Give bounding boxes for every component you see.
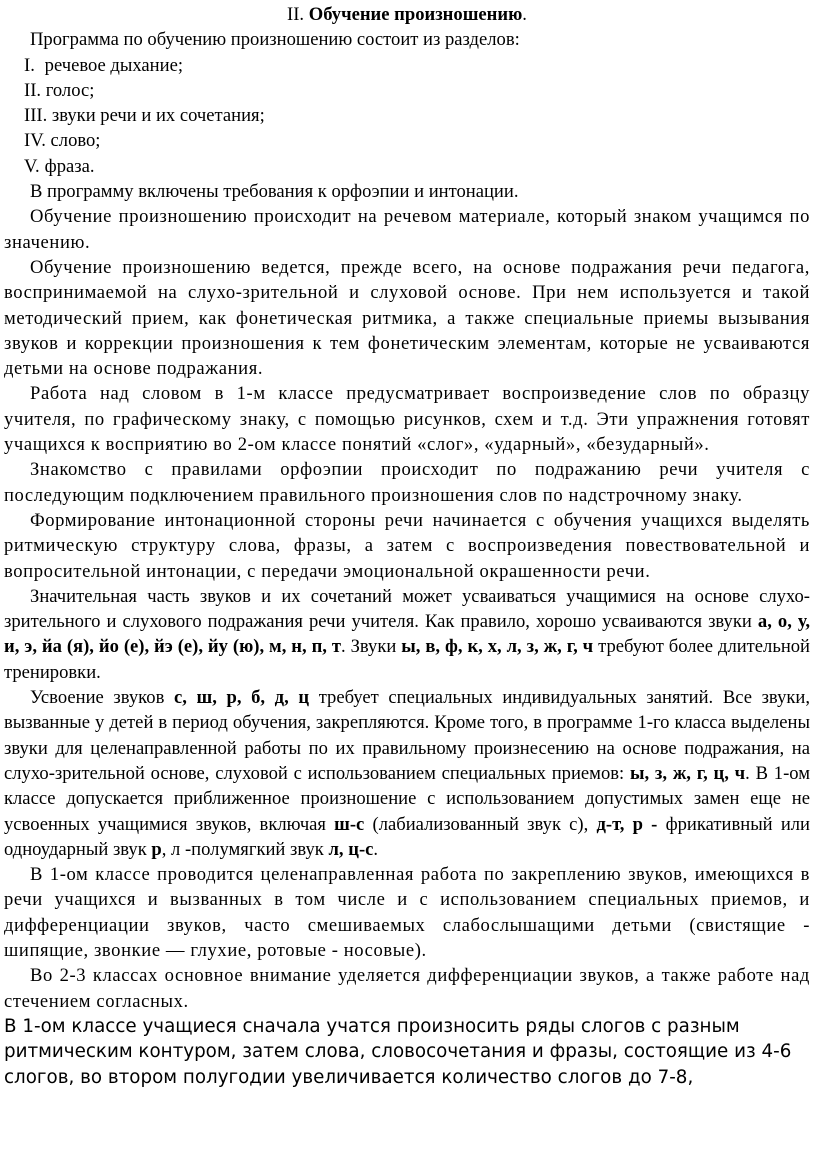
paragraph-orthoepy: В программу включены требования к орфоэпии и интонации. xyxy=(30,181,519,203)
title-text: Обучение произношению xyxy=(308,4,523,25)
paragraph-grades-2-3: Во 2-3 классах основное внимание уделяется дифференциации звуков, а также работе над стечением согласных. xyxy=(4,965,810,1012)
list-item: III. звуки речи и их сочетания; xyxy=(24,105,265,127)
paragraph-syllables: В 1-ом классе учащиеся сначала учатся произносить ряды слогов с разным ритмическим контуром, затем слова, словосочетания и фразы, состоящие из 4-6 слогов, во втором полугодии увеличивается количество слогов до 7-8, xyxy=(4,1015,792,1089)
paragraph-orthoepy-rules: Знакомство с правилами орфоэпии происходит по подражанию речи учителя с последующим подключением правильного произношения слов по надстрочному знаку. xyxy=(4,459,810,506)
list-item: II. голос; xyxy=(24,79,95,101)
paragraph-imitation: Обучение произношению ведется, прежде всего, на основе подражания речи педагога, воспринимаемой на слухо-зрительной и слуховой основе. При нем используется и такой методический прием, как фонетическая ритмика, а также специальные приемы вызывания звуков и коррекции произношения к тем фонетическим элементам, которые не усваиваются детьми на основе подражания. xyxy=(4,256,810,380)
list-item: I. речевое дыхание; xyxy=(24,54,184,76)
paragraph-individual-sounds: Усвоение звуков с, ш, р, б, д, ц требует специальных индивидуальных занятий. Все звуки, вызванные у детей в период обучения, закрепляются. Кроме того, в программе 1-го класса выделены звуки для целенаправленной работы по их правильному произнесению на основе подражания, на слухо-зрительной основе, слуховой с использованием специальных приемов: ы, з, ж, г, ц, ч. В 1-ом классе допускается приближенное произношение с использованием допустимых замен еще не усвоенных учащимися звуков, включая ш-с (лабиализованный звук с), д-т, р - фрикативный или одноударный звук р, л -полумягкий звук л, ц-с. xyxy=(4,687,811,860)
document-page xyxy=(0,2,816,1162)
paragraph-sounds: Значительная часть звуков и их сочетаний может усваиваться учащимися на основе слухо-зрительного и слухового подражания речи учителя. Как правило, хорошо усваиваются звуки а, о, у, и, э, йа (я), йо (е), йэ (е), йу (ю), м, н, п, т. Звуки ы, в, ф, к, х, л, з, ж, г, ч требуют более длительной тренировки. xyxy=(4,585,811,683)
paragraph-speech-material: Обучение произношению происходит на речевом материале, который знаком учащимся по значению. xyxy=(4,206,810,253)
intro-paragraph: Программа по обучению произношению состоит из разделов: xyxy=(30,29,520,51)
paragraph-word-work: Работа над словом в 1-м классе предусматривает воспроизведение слов по образцу учителя, по графическому знаку, с помощью рисунков, схем и т.д. Эти упражнения готовят учащихся к восприятию во 2-ом классе понятий «слог», «ударный», «безударный». xyxy=(4,383,810,456)
list-item: IV. слово; xyxy=(24,130,101,152)
sections-list xyxy=(4,53,810,179)
section-title xyxy=(4,2,810,27)
title-end: . xyxy=(522,4,527,25)
list-item: V. фраза. xyxy=(24,155,95,177)
paragraph-intonation: Формирование интонационной стороны речи начинается с обучения учащихся выделять ритмическую структуру слова, фразы, а затем с воспроизведения повествовательной и вопросительной интонации, с передачи эмоциональной окрашенности речи. xyxy=(4,509,810,582)
title-roman: II. xyxy=(287,4,309,25)
paragraph-differentiation: В 1-ом классе проводится целенаправленная работа по закреплению звуков, имеющихся в речи учащихся и вызванных в том числе и с использованием специальных приемов, и дифференциации звуков, часто смешиваемых слабослышащими детьми (свистящие - шипящие, звонкие — глухие, ротовые - носовые). xyxy=(4,864,810,961)
